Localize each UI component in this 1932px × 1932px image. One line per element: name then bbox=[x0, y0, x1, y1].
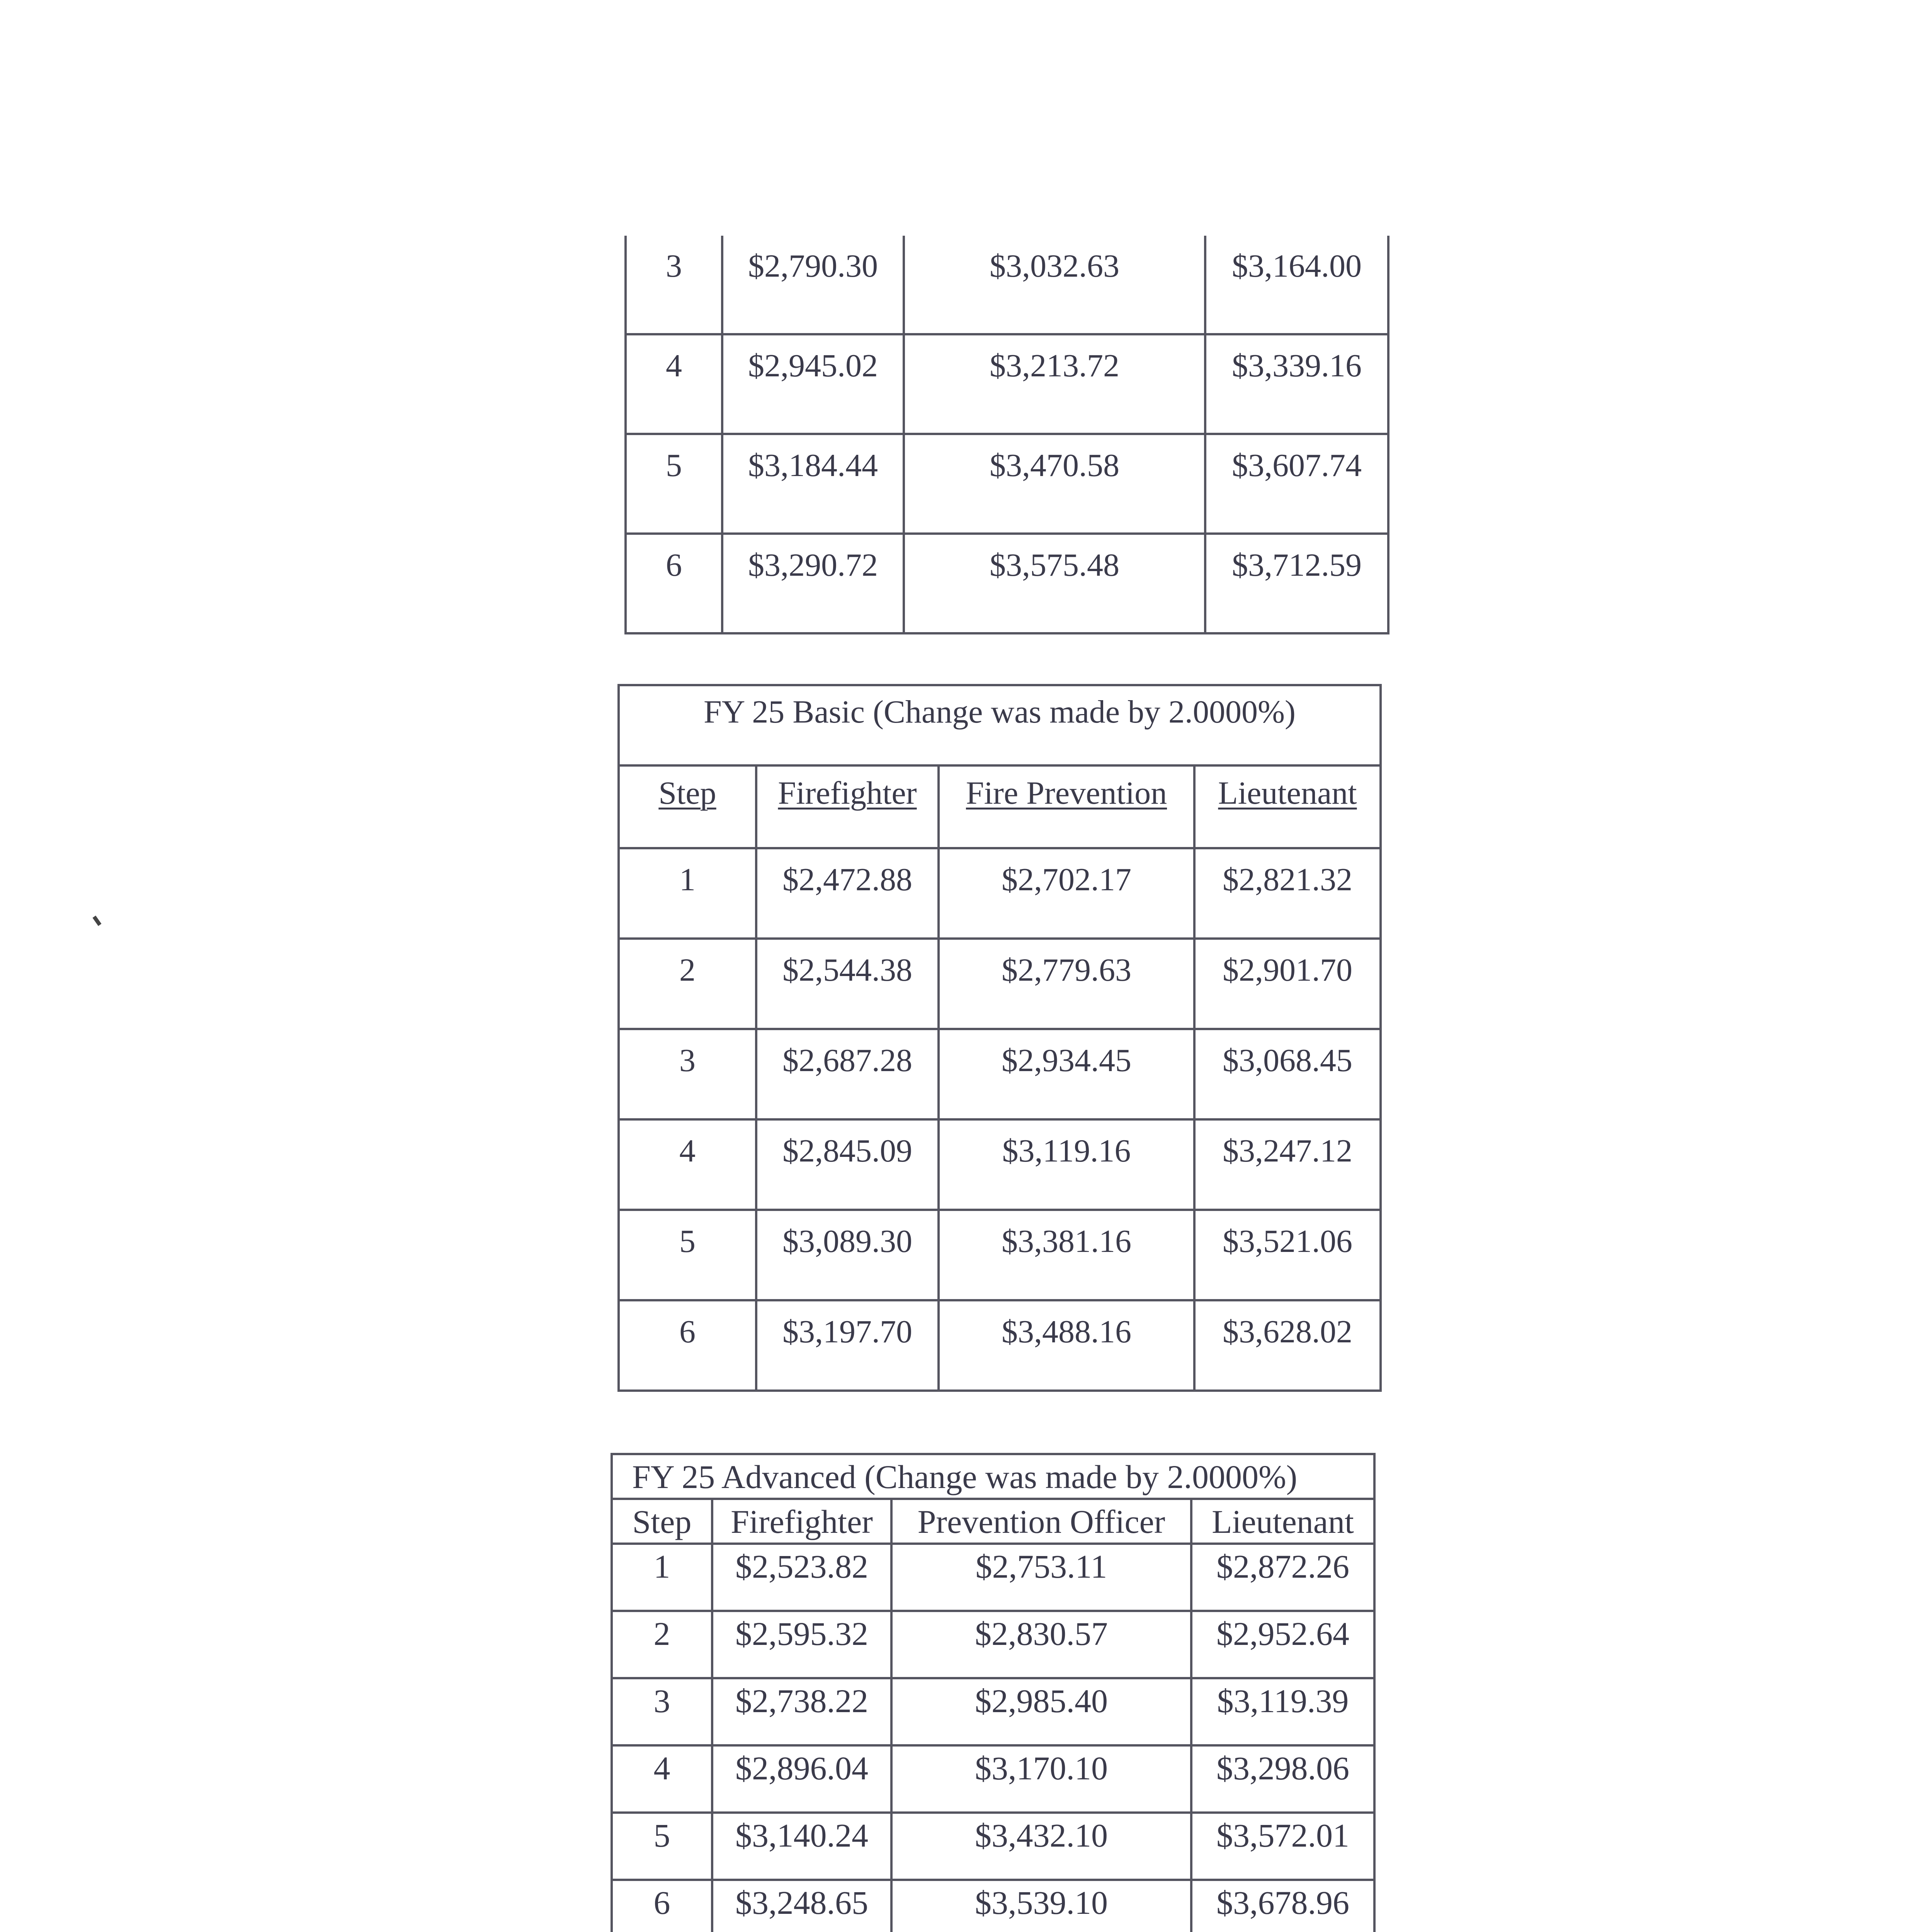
advanced-salary-table bbox=[611, 1453, 1376, 1932]
table-row bbox=[626, 236, 1388, 334]
firefighter-cell: $2,544.38 bbox=[756, 939, 939, 1029]
step-cell: 2 bbox=[612, 1611, 712, 1678]
prevention-cell: $2,779.63 bbox=[939, 939, 1194, 1029]
prevention-cell: $3,488.16 bbox=[939, 1300, 1194, 1391]
table-row bbox=[626, 334, 1388, 434]
table-row bbox=[626, 434, 1388, 534]
firefighter-cell: $2,472.88 bbox=[756, 848, 939, 939]
prevention-cell: $3,170.10 bbox=[891, 1745, 1191, 1813]
step-cell: 3 bbox=[626, 236, 722, 334]
stray-scan-mark bbox=[92, 915, 101, 926]
prevention-cell: $3,213.72 bbox=[904, 334, 1205, 434]
header-step: Step bbox=[612, 1499, 712, 1544]
firefighter-cell: $3,140.24 bbox=[712, 1813, 891, 1880]
lieutenant-cell: $3,119.39 bbox=[1191, 1678, 1374, 1745]
firefighter-cell: $2,738.22 bbox=[712, 1678, 891, 1745]
step-cell: 3 bbox=[612, 1678, 712, 1745]
firefighter-cell: $2,595.32 bbox=[712, 1611, 891, 1678]
table-row bbox=[619, 1119, 1381, 1210]
lieutenant-cell: $3,298.06 bbox=[1191, 1745, 1374, 1813]
firefighter-cell: $3,290.72 bbox=[722, 534, 904, 633]
lieutenant-cell: $3,678.96 bbox=[1191, 1880, 1374, 1932]
table-row bbox=[619, 1210, 1381, 1300]
firefighter-cell: $3,248.65 bbox=[712, 1880, 891, 1932]
prevention-cell: $3,539.10 bbox=[891, 1880, 1191, 1932]
table-row bbox=[612, 1678, 1374, 1745]
step-cell: 4 bbox=[626, 334, 722, 434]
lieutenant-cell: $3,607.74 bbox=[1205, 434, 1388, 534]
table-row bbox=[619, 848, 1381, 939]
table-title-row bbox=[619, 685, 1381, 765]
lieutenant-cell: $3,339.16 bbox=[1205, 334, 1388, 434]
prevention-cell: $3,470.58 bbox=[904, 434, 1205, 534]
firefighter-cell: $2,845.09 bbox=[756, 1119, 939, 1210]
lieutenant-cell: $3,572.01 bbox=[1191, 1813, 1374, 1880]
table-row bbox=[619, 939, 1381, 1029]
prevention-cell: $3,381.16 bbox=[939, 1210, 1194, 1300]
table-title: FY 25 Basic (Change was made by 2.0000%) bbox=[619, 685, 1381, 765]
firefighter-cell: $2,896.04 bbox=[712, 1745, 891, 1813]
prevention-cell: $2,985.40 bbox=[891, 1678, 1191, 1745]
basic-salary-table bbox=[617, 684, 1382, 1392]
prevention-cell: $3,119.16 bbox=[939, 1119, 1194, 1210]
table-row bbox=[612, 1544, 1374, 1611]
lieutenant-cell: $2,901.70 bbox=[1194, 939, 1381, 1029]
header-lieutenant: Lieutenant bbox=[1191, 1499, 1374, 1544]
header-row bbox=[612, 1499, 1374, 1544]
firefighter-cell: $3,089.30 bbox=[756, 1210, 939, 1300]
step-cell: 6 bbox=[626, 534, 722, 633]
lieutenant-cell: $3,712.59 bbox=[1205, 534, 1388, 633]
header-fire-prevention: Fire Prevention bbox=[966, 775, 1167, 811]
header-prevention-officer: Prevention Officer bbox=[891, 1499, 1191, 1544]
step-cell: 5 bbox=[619, 1210, 756, 1300]
prevention-cell: $2,702.17 bbox=[939, 848, 1194, 939]
step-cell: 3 bbox=[619, 1029, 756, 1119]
prevention-cell: $3,032.63 bbox=[904, 236, 1205, 334]
prevention-cell: $2,753.11 bbox=[891, 1544, 1191, 1611]
table-row bbox=[612, 1745, 1374, 1813]
continued-salary-table bbox=[624, 236, 1389, 634]
table-row bbox=[612, 1880, 1374, 1932]
step-cell: 1 bbox=[612, 1544, 712, 1611]
lieutenant-cell: $2,821.32 bbox=[1194, 848, 1381, 939]
step-cell: 2 bbox=[619, 939, 756, 1029]
prevention-cell: $3,432.10 bbox=[891, 1813, 1191, 1880]
prevention-cell: $3,575.48 bbox=[904, 534, 1205, 633]
firefighter-cell: $2,523.82 bbox=[712, 1544, 891, 1611]
lieutenant-cell: $2,872.26 bbox=[1191, 1544, 1374, 1611]
firefighter-cell: $2,687.28 bbox=[756, 1029, 939, 1119]
table-title: FY 25 Advanced (Change was made by 2.0000%) bbox=[612, 1454, 1374, 1499]
lieutenant-cell: $3,628.02 bbox=[1194, 1300, 1381, 1391]
header-firefighter: Firefighter bbox=[712, 1499, 891, 1544]
step-cell: 4 bbox=[612, 1745, 712, 1813]
firefighter-cell: $2,945.02 bbox=[722, 334, 904, 434]
firefighter-cell: $2,790.30 bbox=[722, 236, 904, 334]
table-row bbox=[619, 1300, 1381, 1391]
header-lieutenant: Lieutenant bbox=[1218, 775, 1357, 811]
lieutenant-cell: $2,952.64 bbox=[1191, 1611, 1374, 1678]
step-cell: 6 bbox=[612, 1880, 712, 1932]
step-cell: 5 bbox=[612, 1813, 712, 1880]
table-row bbox=[612, 1611, 1374, 1678]
lieutenant-cell: $3,068.45 bbox=[1194, 1029, 1381, 1119]
step-cell: 1 bbox=[619, 848, 756, 939]
lieutenant-cell: $3,521.06 bbox=[1194, 1210, 1381, 1300]
header-row bbox=[619, 765, 1381, 848]
header-firefighter: Firefighter bbox=[778, 775, 917, 811]
lieutenant-cell: $3,164.00 bbox=[1205, 236, 1388, 334]
table-row bbox=[619, 1029, 1381, 1119]
prevention-cell: $2,830.57 bbox=[891, 1611, 1191, 1678]
firefighter-cell: $3,184.44 bbox=[722, 434, 904, 534]
step-cell: 4 bbox=[619, 1119, 756, 1210]
table-row bbox=[626, 534, 1388, 633]
table-row bbox=[612, 1813, 1374, 1880]
prevention-cell: $2,934.45 bbox=[939, 1029, 1194, 1119]
header-step: Step bbox=[658, 775, 716, 811]
lieutenant-cell: $3,247.12 bbox=[1194, 1119, 1381, 1210]
firefighter-cell: $3,197.70 bbox=[756, 1300, 939, 1391]
table-title-row bbox=[612, 1454, 1374, 1499]
step-cell: 5 bbox=[626, 434, 722, 534]
step-cell: 6 bbox=[619, 1300, 756, 1391]
